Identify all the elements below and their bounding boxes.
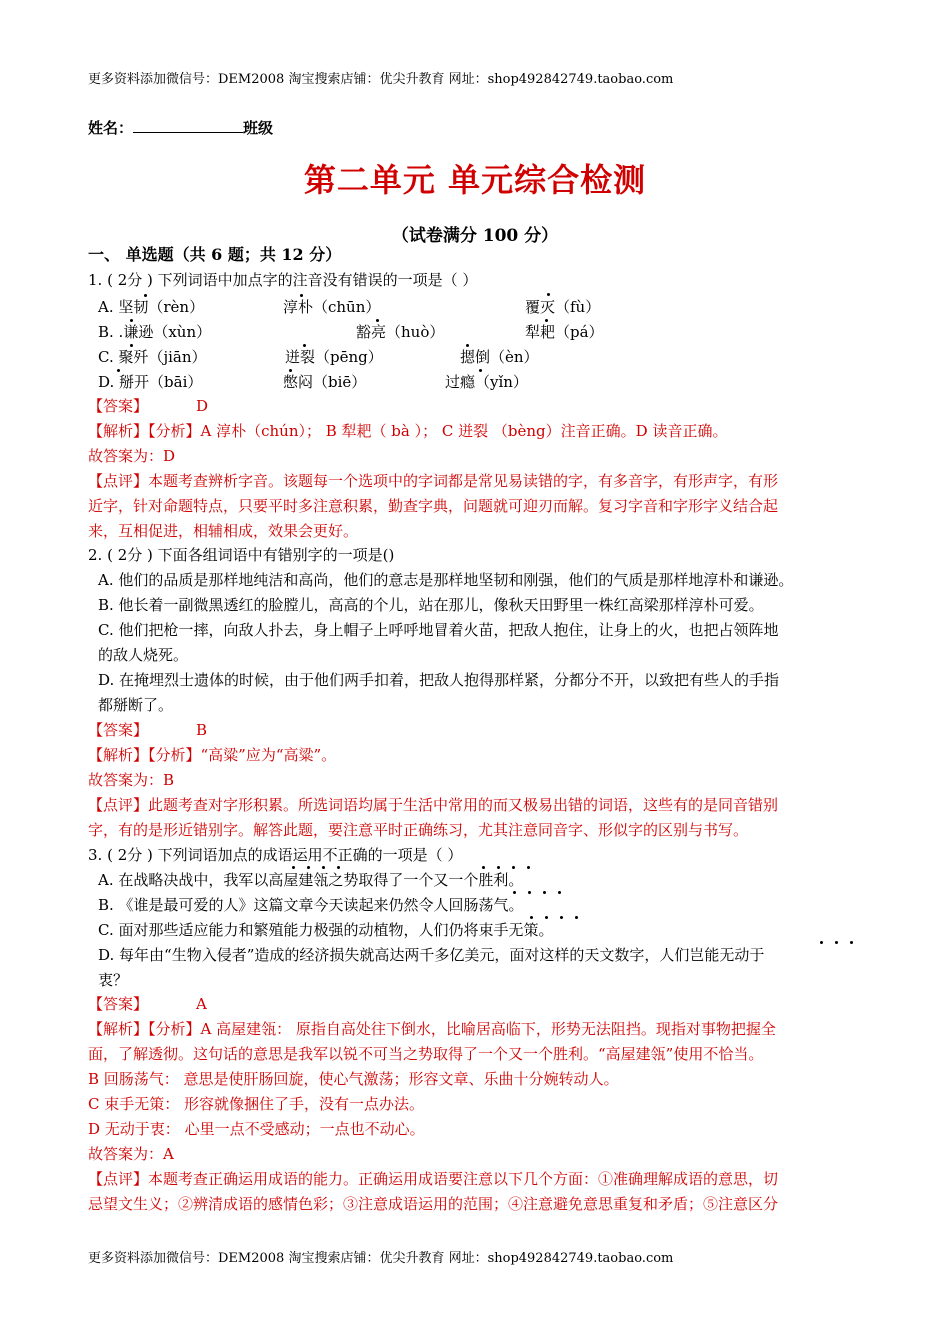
emphasis-dot <box>545 916 548 919</box>
emphasis-dot <box>376 319 379 322</box>
question-1-stem: 1. ( 2分 ) 下列词语中加点字的注音没有错误的一项是（ ） <box>88 271 478 289</box>
question-3-stem: 3. ( 2分 ) 下列词语加点的成语运用不正确的一项是（ ） <box>88 846 463 864</box>
q3-option-a: A. 在战略决战中，我军以高屋建瓴之势取得了一个又一个胜利。 <box>98 871 524 889</box>
answer-value: B <box>196 721 208 739</box>
answer-label: 【答案】 <box>88 721 149 739</box>
answer-label: 【答案】 <box>88 397 149 415</box>
emphasis-dot <box>528 891 531 894</box>
page-title: 第二单元 单元综合检测 <box>303 161 647 199</box>
q1-comment-line: 来，互相促进，相辅相成，效果会更好。 <box>88 522 359 540</box>
q1-option-c-1: C. 聚歼（jiān） <box>98 348 207 366</box>
q1-option-c-2: 迸裂（pēng） <box>285 348 383 366</box>
name-line <box>88 118 273 138</box>
emphasis-dot <box>292 866 295 869</box>
emphasis-dot <box>835 941 838 944</box>
emphasis-dot <box>527 866 530 869</box>
q2-analysis: 【解析】【分析】“高粱”应为“高粱”。 <box>88 746 337 764</box>
q3-final: 故答案为：A <box>88 1145 174 1163</box>
q1-option-a-1: A. 坚韧（rèn） <box>98 298 205 316</box>
page-subtitle: （试卷满分 100 分） <box>391 226 559 246</box>
emphasis-dot <box>513 891 516 894</box>
q1-option-d-1: D. 掰开（bāi） <box>98 373 203 391</box>
emphasis-dot <box>560 916 563 919</box>
q2-option-c: C. 他们把枪一摔，向敌人扑去，身上帽子上呼呼地冒着火苗，把敌人抱住，让身上的火，也把占领阵地 <box>98 621 779 639</box>
emphasis-dot <box>337 866 340 869</box>
q1-option-d-2: 憋闷（biē） <box>283 373 367 391</box>
q1-option-a-2: 淳朴（chūn） <box>283 298 381 316</box>
q3-analysis-line: B 回肠荡气： 意思是使肝肠回旋，使心气激荡；形容文章、乐曲十分婉转动人。 <box>88 1070 619 1088</box>
q2-comment-line: 【点评】此题考查对字形积累。所选词语均属于生活中常用的而又极易出错的词语，这些有的是同音错别 <box>88 796 779 814</box>
emphasis-dot <box>512 866 515 869</box>
name-blank <box>133 118 243 133</box>
header-text: 更多资料添加微信号：DEM2008 淘宝搜索店铺：优尖升教育 网址：shop492842749.taobao.com <box>88 72 674 87</box>
answer-value: A <box>196 995 207 1013</box>
q1-final: 故答案为：D <box>88 447 176 465</box>
q3-analysis-line: 【解析】【分析】A 高屋建瓴： 原指自高处往下倒水，比喻居高临下，形势无法阻挡。现指对事物把握全 <box>88 1020 776 1038</box>
emphasis-dot <box>117 369 120 372</box>
q2-option-d: D. 在掩埋烈士遗体的时候，由于他们两手扣着，把敌人抱得那样紧，分都分不开，以致把有些人的手指 <box>98 671 780 689</box>
question-2-stem: 2. ( 2分 ) 下面各组词语中有错别字的一项是() <box>88 546 395 564</box>
emphasis-dot <box>850 941 853 944</box>
emphasis-dot <box>307 866 310 869</box>
q1-option-a-3: 覆灭（fù） <box>525 298 601 316</box>
emphasis-dot <box>575 916 578 919</box>
emphasis-dot <box>322 866 325 869</box>
q2-option-d-cont: 都掰断了。 <box>98 696 174 714</box>
emphasis-dot <box>144 294 147 297</box>
q3-option-d-cont: 衷？ <box>98 971 129 989</box>
emphasis-dot <box>303 344 306 347</box>
section-heading: 一、 单选题（共 6 题；共 12 分） <box>88 245 342 264</box>
emphasis-dot <box>545 319 548 322</box>
q3-option-b: B. 《谁是最可爱的人》这篇文章今天读起来仍然令人回肠荡气。 <box>98 896 524 914</box>
q2-final: 故答案为：B <box>88 771 175 789</box>
q2-comment-line: 字，有的是形近错别字。解答此题，要注意平时正确练习，尤其注意同音字、形似字的区别与书写。 <box>88 821 749 839</box>
q3-analysis-line: 面，了解透彻。这句话的意思是我军以锐不可当之势取得了一个又一个胜利。“高屋建瓴”使用不恰当。 <box>88 1045 764 1063</box>
emphasis-dot <box>820 941 823 944</box>
q2-option-b: B. 他长着一副微黑透红的脸膛儿，高高的个儿，站在那儿，像秋天田野里一株红高梁那样淳朴可爱。 <box>98 596 764 614</box>
emphasis-dot <box>543 891 546 894</box>
emphasis-dot <box>479 369 482 372</box>
emphasis-dot <box>482 866 485 869</box>
emphasis-dot <box>558 891 561 894</box>
answer-label: 【答案】 <box>88 995 149 1013</box>
answer-value: D <box>196 397 209 415</box>
q1-comment-line: 【点评】本题考查辨析字音。该题每一个选项中的字词都是常见易读错的字，有多音字，有形声字，有形 <box>88 472 779 490</box>
q3-analysis-line: C 束手无策： 形容就像捆住了手，没有一点办法。 <box>88 1095 425 1113</box>
q1-option-d-3: 过瘾（yǐn） <box>445 373 528 391</box>
q3-answer <box>88 994 207 1014</box>
emphasis-dot <box>530 916 533 919</box>
emphasis-dot <box>466 344 469 347</box>
q3-comment-line: 忌望文生义；②辨清成语的感情色彩；③注意成语运用的范围；④注意避免意思重复和矛盾；⑤注意区分 <box>88 1195 779 1213</box>
q3-option-c: C. 面对那些适应能力和繁殖能力极强的动植物，人们仍将束手无策。 <box>98 921 554 939</box>
class-label: 班级 <box>243 119 274 137</box>
footer-text: 更多资料添加微信号：DEM2008 淘宝搜索店铺：优尖升教育 网址：shop492842749.taobao.com <box>88 1251 674 1266</box>
q1-comment-line: 近字，针对命题特点，只要平时多注意积累，勤查字典，问题就可迎刃而解。复习字音和字形字义结合起 <box>88 497 779 515</box>
emphasis-dot <box>289 369 292 372</box>
q3-option-d: D. 每年由“生物入侵者”造成的经济损失就高达两千多亿美元，面对这样的天文数字，人们岂能无动于 <box>98 946 765 964</box>
q1-option-b-1: B. .谦逊（xùn） <box>98 323 212 341</box>
emphasis-dot <box>497 866 500 869</box>
q3-analysis-line: D 无动于衷： 心里一点不受感动；一点也不动心。 <box>88 1120 425 1138</box>
emphasis-dot <box>130 319 133 322</box>
q1-answer <box>88 396 208 416</box>
emphasis-dot <box>130 344 133 347</box>
name-label: 姓名： <box>88 119 134 137</box>
q2-option-c-cont: 的敌人烧死。 <box>98 646 189 664</box>
q1-option-c-3: 摁倒（èn） <box>460 348 539 366</box>
q1-analysis: 【解析】【分析】A 淳朴（chún）； B 犁耙（ bà ）； C 迸裂 （bèng）注音正确。D 读音正确。 <box>88 422 728 440</box>
q1-option-b-3: 犁耙（pá） <box>525 323 604 341</box>
q2-option-a: A. 他们的品质是那样地纯洁和高尚，他们的意志是那样地坚韧和刚强，他们的气质是那样地淳朴和谦逊。 <box>98 571 794 589</box>
q3-comment-line: 【点评】本题考查正确运用成语的能力。正确运用成语要注意以下几个方面：①准确理解成语的意思，切 <box>88 1170 779 1188</box>
q1-option-b-2: 豁亮（huò） <box>356 323 445 341</box>
emphasis-dot <box>300 294 303 297</box>
q2-answer <box>88 720 207 740</box>
emphasis-dot <box>547 293 550 296</box>
